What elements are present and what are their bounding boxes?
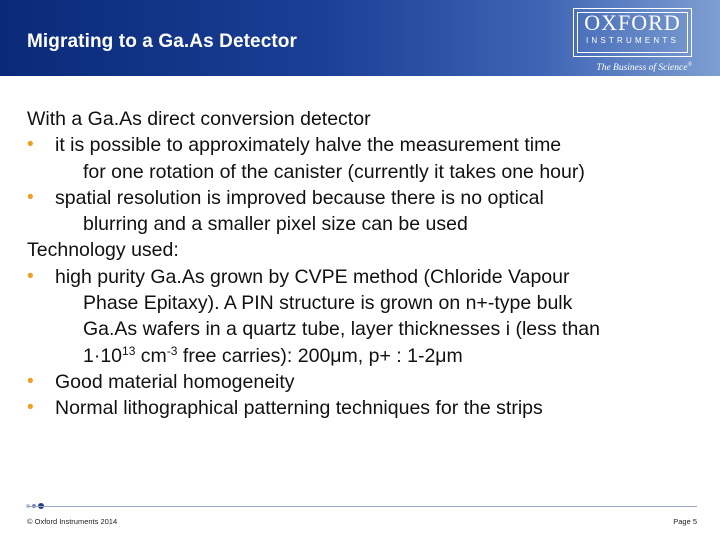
bullet-text-line: high purity Ga.As grown by CVPE method (Chloride Vapour	[55, 265, 570, 288]
footer-divider	[27, 506, 697, 507]
bullet-icon: •	[27, 265, 34, 287]
doping-exponent: 13	[122, 343, 136, 358]
technology-heading: Technology used:	[27, 239, 179, 262]
bullet-text-line: for one rotation of the canister (currently it takes one hour)	[83, 160, 585, 183]
thickness-text: free carries): 200	[177, 344, 331, 367]
bullet-text-line: blurring and a smaller pixel size can be used	[83, 213, 468, 236]
unit-exponent: -3	[166, 343, 178, 358]
doping-mantissa: 1·10	[83, 344, 123, 367]
bullet-text-line	[55, 343, 699, 369]
thickness-text: m	[446, 344, 463, 367]
thickness-text: m, p+ : 1-2	[341, 344, 436, 367]
logo-subtext: INSTRUMENTS	[586, 36, 679, 45]
logo-wordmark: OXFORD	[584, 10, 681, 35]
bullet-item	[27, 264, 699, 369]
bullet-icon: •	[27, 134, 34, 156]
bullet-text-line: Phase Epitaxy). A PIN structure is grown on n+-type bulk	[83, 292, 573, 315]
bullet-item	[27, 132, 699, 185]
bullet-text-line: it is possible to approximately halve the measurement time	[55, 134, 562, 157]
copyright-text: © Oxford Instruments 2014	[27, 517, 118, 526]
page-number: Page 5	[673, 517, 697, 526]
slide-title: Migrating to a Ga.As Detector	[27, 31, 297, 52]
bullet-text-line: spatial resolution is improved because there is no optical	[55, 186, 544, 209]
tagline-text: The Business of Science	[596, 63, 688, 74]
header-banner	[0, 0, 720, 76]
bullet-item	[27, 185, 699, 238]
slide-body	[27, 106, 699, 422]
registered-mark: ®	[687, 62, 692, 68]
mu-symbol: μ	[330, 344, 342, 367]
unit-cm: cm	[135, 344, 167, 367]
bullet-text-line: Normal lithographical patterning techniques for the strips	[55, 397, 543, 420]
intro-text: With a Ga.As direct conversion detector	[27, 108, 371, 130]
bullet-icon: •	[27, 370, 34, 392]
oxford-instruments-logo	[573, 8, 692, 57]
bullet-text-line: Good material homogeneity	[55, 370, 295, 393]
bullet-icon: •	[27, 186, 34, 208]
bullet-text-line: Ga.As wafers in a quartz tube, layer thicknesses i (less than	[83, 318, 600, 341]
bullet-item	[27, 369, 699, 395]
tagline	[596, 62, 692, 73]
bullet-item	[27, 395, 699, 421]
bullet-icon: •	[27, 397, 34, 419]
mu-symbol: μ	[435, 344, 447, 367]
